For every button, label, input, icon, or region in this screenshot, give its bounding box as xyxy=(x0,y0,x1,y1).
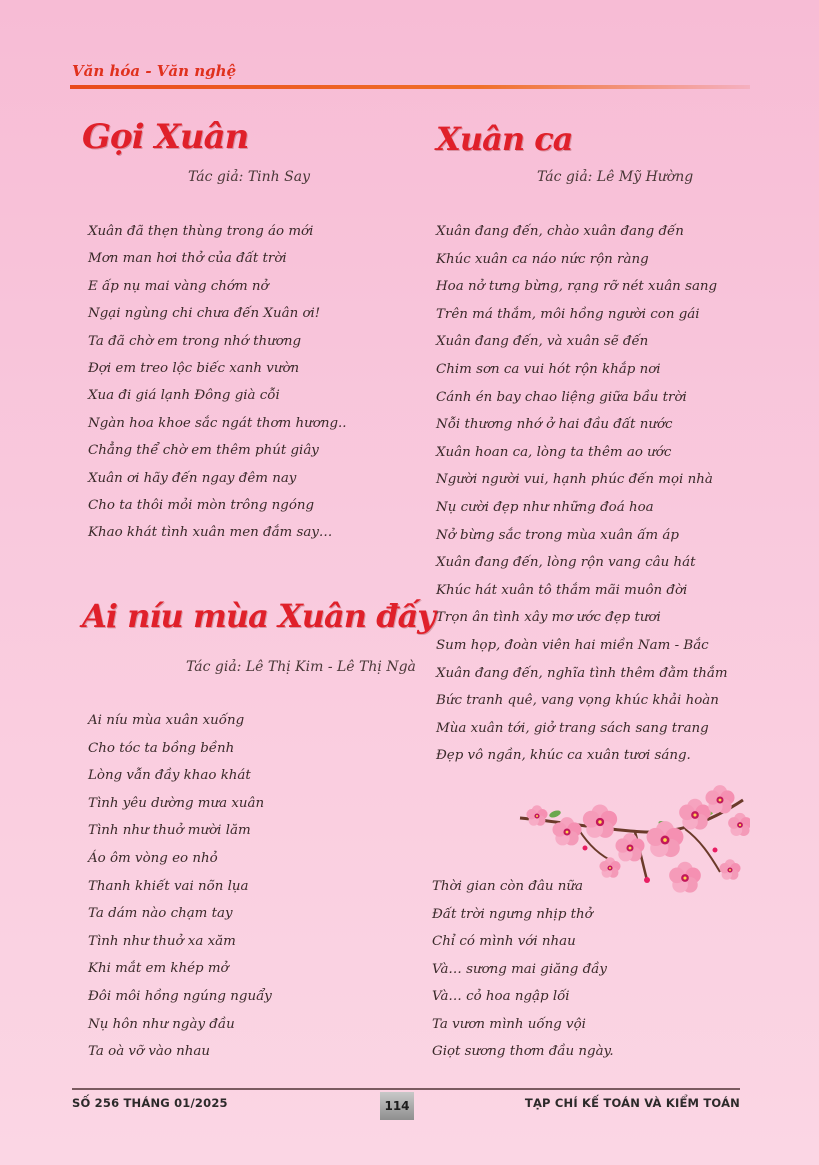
poem-line: Mùa xuân tới, giở trang sách sang trang xyxy=(436,720,709,736)
poem-author: Tác giả: Lê Mỹ Hường xyxy=(537,169,694,185)
poem-line: Hoa nở tưng bừng, rạng rỡ nét xuân sang xyxy=(436,279,718,295)
poem-line: Xuân ơi hãy đến ngay đêm nay xyxy=(88,470,297,486)
poem-line: Bức tranh quê, vang vọng khúc khải hoàn xyxy=(436,693,719,709)
poem-line: Tình như thuở xa xăm xyxy=(88,933,236,949)
poem-line: Khúc xuân ca náo nức rộn ràng xyxy=(436,251,649,267)
poem-line: Xuân đã thẹn thùng trong áo mới xyxy=(88,224,314,239)
poem-line: Đất trời ngưng nhịp thở xyxy=(432,906,593,922)
poem-title-ai-niu-mua-xuan: Ai níu mùa Xuân đấy xyxy=(82,597,435,635)
poem-line: Xuân đang đến, nghĩa tình thêm đằm thắm xyxy=(436,665,728,681)
poem-line: Lòng vẫn đầy khao khát xyxy=(88,768,251,784)
poem-line: Mơn man hơi thở của đất trời xyxy=(88,251,287,267)
poem-line: Khúc hát xuân tô thắm mãi muôn đời xyxy=(436,582,688,598)
poem-line: Và… sương mai giăng đầy xyxy=(432,961,607,977)
poem-line: Nụ cười đẹp như những đoá hoa xyxy=(436,499,654,515)
poem-line: Đôi môi hồng ngúng nguẩy xyxy=(88,988,272,1004)
poem-line: Xuân đang đến, lòng rộn vang câu hát xyxy=(436,555,696,571)
poem-line: Chẳng thể chờ em thêm phút giây xyxy=(88,443,319,459)
poem-author: Tác giả: Tinh Say xyxy=(188,169,310,185)
poem-line: Xuân đang đến, và xuân sẽ đến xyxy=(436,334,649,350)
section-label: Văn hóa - Văn nghệ xyxy=(72,62,237,80)
poem-line: Ta vươn mình uống vội xyxy=(432,1016,586,1032)
poem-title-goi-xuan: Gọi Xuân xyxy=(82,117,249,157)
poem-body xyxy=(88,224,347,553)
poem-line: Đợi em treo lộc biếc xanh vườn xyxy=(88,360,300,376)
journal-name: TẠP CHÍ KẾ TOÁN VÀ KIỂM TOÁN xyxy=(524,1096,740,1110)
poem-line: Nụ hôn như ngày đầu xyxy=(88,1016,235,1032)
issue-label: SỐ 256 THÁNG 01/2025 xyxy=(72,1096,228,1110)
poem-line: Người người vui, hạnh phúc đến mọi nhà xyxy=(436,472,713,488)
header-rule xyxy=(70,85,750,89)
poem-title-xuan-ca: Xuân ca xyxy=(436,120,573,158)
page-number: 114 xyxy=(380,1092,414,1120)
poem-line: Thời gian còn đâu nữa xyxy=(432,879,583,894)
poem-line: Khao khát tình xuân men đắm say… xyxy=(88,525,333,541)
poem-line: Xuân đang đến, chào xuân đang đến xyxy=(436,224,684,239)
poem-body xyxy=(88,713,272,1072)
poem-line: Và… cỏ hoa ngập lối xyxy=(432,989,570,1004)
poem-line: Cánh én bay chao liệng giữa bầu trời xyxy=(436,389,687,405)
poem-line: Đẹp vô ngần, khúc ca xuân tươi sáng. xyxy=(436,748,691,764)
poem-line: Ta oà vỡ vào nhau xyxy=(88,1044,211,1060)
poem-line: Trên má thắm, môi hồng người con gái xyxy=(436,306,700,322)
poem-line: Trọn ân tình xây mơ ước đẹp tươi xyxy=(436,610,661,626)
poem-line: Ngại ngùng chi chưa đến Xuân ơi! xyxy=(88,306,321,322)
poem-body xyxy=(436,224,728,776)
poem-line: Nở bừng sắc trong mùa xuân ấm áp xyxy=(436,527,679,543)
poem-line: Nỗi thương nhớ ở hai đầu đất nước xyxy=(436,417,673,433)
poem-line: Xua đi giá lạnh Đông già cỗi xyxy=(88,388,280,404)
poem-line: Thanh khiết vai nõn lụa xyxy=(88,878,249,894)
poem-line: Khi mắt em khép mở xyxy=(88,961,229,977)
poem-author: Tác giả: Lê Thị Kim - Lê Thị Ngà xyxy=(186,659,416,675)
poem-line: E ấp nụ mai vàng chớm nở xyxy=(88,278,269,294)
poem-line: Tình như thuở mười lăm xyxy=(88,823,251,839)
poem-line: Cho ta thôi mỏi mòn trông ngóng xyxy=(88,497,315,513)
poem-line: Tình yêu dường mưa xuân xyxy=(88,795,265,811)
poem-line: Ta đã chờ em trong nhớ thương xyxy=(88,333,302,349)
poem-line: Giọt sương thơm đầu ngày. xyxy=(432,1044,614,1059)
poem-line: Sum họp, đoàn viên hai miền Nam - Bắc xyxy=(436,637,709,653)
poem-line: Chỉ có mình với nhau xyxy=(432,934,576,949)
poem-line: Cho tóc ta bồng bềnh xyxy=(88,740,235,756)
poem-line: Áo ôm vòng eo nhỏ xyxy=(88,850,218,866)
poem-body xyxy=(432,879,614,1072)
poem-line: Ta dám nào chạm tay xyxy=(88,906,233,922)
poem-line: Ngàn hoa khoe sắc ngát thơm hương.. xyxy=(88,415,347,431)
poem-line: Xuân hoan ca, lòng ta thêm ao ước xyxy=(436,444,672,460)
poem-line: Ai níu mùa xuân xuống xyxy=(88,713,245,728)
footer-rule xyxy=(72,1088,740,1090)
poem-line: Chim sơn ca vui hót rộn khắp nơi xyxy=(436,361,661,377)
